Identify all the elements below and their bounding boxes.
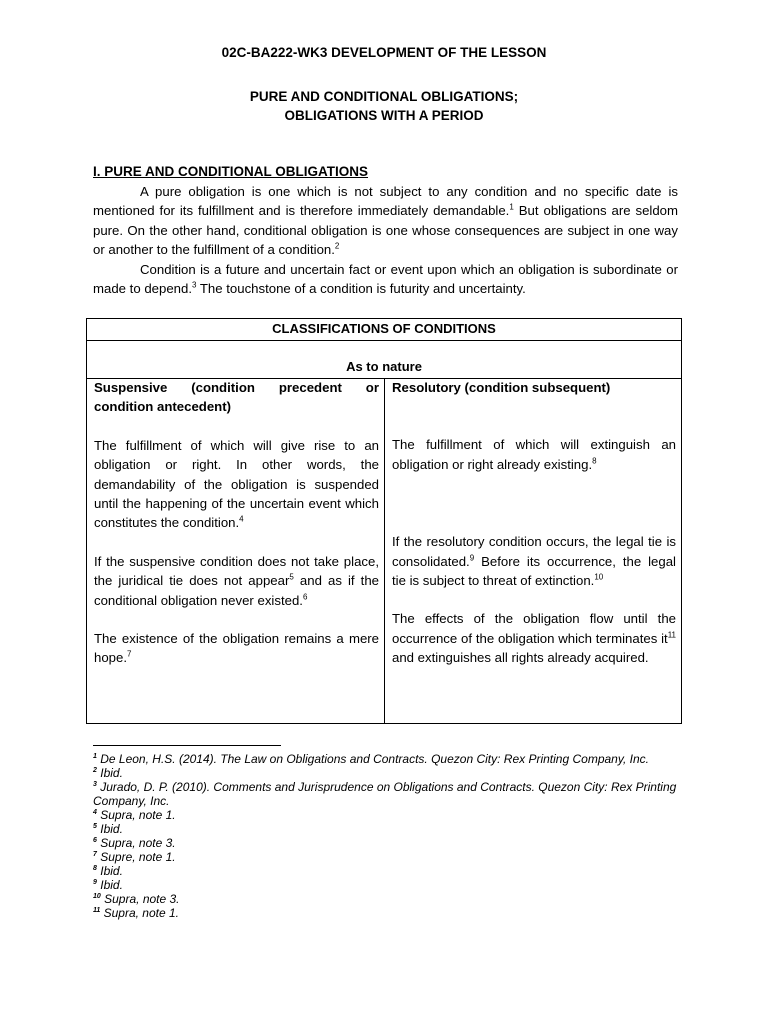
footnote-separator (93, 745, 281, 746)
column-divider (384, 378, 385, 723)
footnote-11: $^{11}$ Supra, note 1. (93, 906, 180, 920)
resolutory-column (392, 378, 676, 668)
table-title: CLASSIFICATIONS OF CONDITIONS (87, 319, 681, 341)
footnote-9: $^9$ Ibid. (93, 878, 123, 892)
footnote-10: $^{10}$ Supra, note 3. (93, 892, 180, 906)
classifications-table (86, 318, 682, 724)
document-code-title: 02C-BA222-WK3 DEVELOPMENT OF THE LESSON (221, 45, 547, 60)
suspensive-column (94, 378, 379, 668)
footnote-3: $^3$ Jurado, D. P. (2010). Comments and Jurisprudence on Obligations and Contracts. Quezon City: Rex Printing Company, Inc. (93, 780, 677, 808)
suspensive-p3: The existence of the obligation remains a mere hope.$^7$ (94, 631, 379, 666)
footnotes (93, 752, 683, 920)
paragraph-pure-obligation: A pure obligation is one which is not subject to any condition and no specific date is mentioned for its fulfillment and is therefore immediately demandable.$^1$ But obligations are seldom pure. On the other hand, conditional obligation is one whose consequences are subject in one way or another to the fulfillment of a condition.$^2$ (93, 184, 678, 258)
footnote-6: $^6$ Supra, note 3. (93, 836, 176, 850)
footnote-4: $^4$ Supra, note 1. (93, 808, 176, 822)
paragraph-condition: Condition is a future and uncertain fact or event upon which an obligation is subordinate or made to depend.$^3$ The touchstone of a condition is futurity and uncertainty. (93, 261, 678, 297)
footnote-ref: 3 (191, 280, 197, 290)
footnote-7: $^7$ Supre, note 1. (93, 850, 176, 864)
section-body (93, 182, 678, 298)
section-heading: I. PURE AND CONDITIONAL OBLIGATIONS (93, 164, 369, 179)
footnote-5: $^5$ Ibid. (93, 822, 123, 836)
suspensive-heading: Suspensive (condition precedent or condition antecedent) (94, 380, 379, 415)
footnote-8: $^8$ Ibid. (93, 864, 123, 878)
footnote-1: $^1$ De Leon, H.S. (2014). The Law on Obligations and Contracts. Quezon City: Rex Printing Company, Inc. (93, 752, 649, 766)
suspensive-p1: The fulfillment of which will give rise to an obligation or right. In other words, the demandability of the obligation is suspended until the happening of the uncertain event which constitutes the condition.$^4$ (94, 437, 379, 531)
footnote-ref: 1 (509, 203, 514, 213)
resolutory-heading: Resolutory (condition subsequent) (392, 380, 611, 395)
suspensive-p2: If the suspensive condition does not take place, the juridical tie does not appear$^5$ and as if the conditional obligation never existed.$^6$ (94, 553, 380, 608)
footnote-2: $^2$ Ibid. (93, 766, 123, 780)
resolutory-p2: If the resolutory condition occurs, the legal tie is consolidated.$^9$ Before its occurrence, the legal tie is subject to threat of extinction.$^{10}$ (392, 534, 676, 589)
resolutory-p3: The effects of the obligation flow until the occurrence of the obligation which terminates $it^{11}$ and extinguishes all rights already acquired. (392, 611, 676, 666)
table-subtitle: As to nature (87, 340, 681, 379)
footnote-ref: 2 (334, 241, 340, 251)
document-title-line-1: PURE AND CONDITIONAL OBLIGATIONS; (249, 89, 519, 104)
resolutory-p1: The fulfillment of which will extinguish an obligation or right already existing.$^8$ (392, 437, 676, 472)
document-title-line-2: OBLIGATIONS WITH A PERIOD (284, 108, 484, 123)
